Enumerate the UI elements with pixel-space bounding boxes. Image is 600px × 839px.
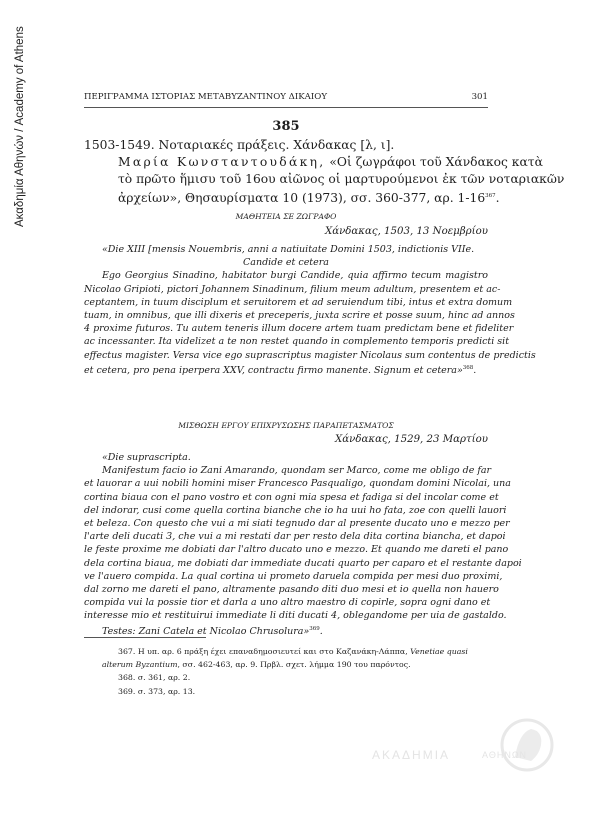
footnote-367-cont: alterum Byzantium, σσ. 462-463, αρ. 9. Πρβλ. σχετ. λήμμα 190 του παρόντος. [102, 660, 411, 670]
section-1-text [84, 243, 536, 377]
entry-number: 385 [272, 119, 300, 134]
section-1-date: Χάνδακας, 1503, 13 Νοεμβρίου [324, 226, 488, 237]
text-line: cortina biaua con el pano vostro et con ogni mia spesa et fadiga si del incolar come et [84, 491, 499, 503]
entry-line-2: Μαρία Κωνσταντουδάκη, «Οἱ ζωγράφοι τοῦ Χάνδακος κατὰ [118, 155, 543, 169]
text-line: Testes: Zani Catela et Nicolao Chrusolura»$^{369}$. [102, 625, 323, 637]
entry-line-1: 1503-1549. Νοταριακές πράξεις. Χάνδακας [λ, ι]. [84, 138, 395, 152]
footnote-369: 369. σ. 373, αρ. 13. [118, 686, 196, 696]
watermark-text-2: ΑΘΗΝΩΝ [482, 750, 528, 760]
text-line: «Die suprascripta. [102, 452, 191, 463]
text-line: et beleza. Con questo che vui a mi siati tegnudo dar al presente ducato uno e mezzo per [84, 518, 510, 530]
text-line: ac incessanter. Ita videlizet a te non restet quando in complemento temporis predicti sit [84, 336, 510, 348]
section-2-heading: ΜΙΣΘΩΣΗ ΕΡΓΟΥ ΕΠΙΧΡΥΣΩΣΗΣ ΠΑΡΑΠΕΤΑΣΜΑΤΟΣ [178, 421, 394, 430]
entry-line-3: τὸ πρῶτο ἥμισυ τοῦ 16ου αἰῶνος οἱ μαρτυρούμενοι ἐκ τῶν νοταριακῶν [118, 172, 565, 186]
entry-line-4: ἀρχείων», Θησαυρίσματα 10 (1973), σσ. 360-377, αρ. $1-16^{367}$. [118, 191, 500, 206]
footnote-367: 367. Η υπ. αρ. 6 πράξη έχει επαναδημοσιευτεί και στο Καζανάκη-Λάππα, Venetiae quasi [118, 647, 468, 656]
text-line: et lauorar a uui nobili homini miser Francesco Pasqualigo, quondam domini Nicolai, una [84, 478, 511, 490]
text-line: dal zorno me dareti el pano, altramente pasando diti duo mesi et io quella non hauero [84, 584, 499, 596]
section-1-heading: ΜΑΘΗΤΕΙΑ ΣΕ ΖΩΓΡΑΦΟ [235, 212, 337, 221]
text-line: del indorar, cusi come quella cortina bianche che io ha uui ho fata, zoe con quelli lauori [84, 504, 507, 516]
footnote-368: 368. σ. 361, αρ. 2. [118, 673, 191, 683]
text-line: Manifestum facio io Zani Amarando, quondam ser Marco, come me obligo de far [102, 465, 492, 477]
text-line: interesse mio et restituirui immediate li diti ducati 4, oblegandome per uia de gastaldo. [84, 610, 507, 622]
header-rule [84, 107, 488, 108]
section-2-text [84, 451, 522, 638]
text-line: effectus magister. Versa vice ego suprascriptus magister Nicolaus sum contentus de predictis [84, 349, 536, 361]
text-line: Candide et cetera [243, 257, 329, 269]
running-header-title: ΠΕΡΙΓΡΑΜΜΑ ΙΣΤΟΡΙΑΣ ΜΕΤΑΒΥΖΑΝΤΙΝΟΥ ΔΙΚΑΙΟΥ [84, 92, 328, 102]
text-line: «Die XIII [mensis Nouembris, anni a natiuitate Domini 1503, indictionis VIIe. [102, 244, 475, 255]
text-line: compida vui la possie tior et darla a uno altro maestro di copirle, sopra ogni dano et [84, 597, 491, 609]
athena-head-icon [497, 715, 557, 775]
page-number: 301 [471, 92, 488, 102]
text-line: le feste proxime me dobiati dar l'altro ducato uno e mezzo. Et quando me dareti el pano [84, 544, 509, 556]
section-2-date: Χάνδακας, 1529, 23 Μαρτίου [335, 434, 488, 445]
text-line: ve l'auero compida. La qual cortina ui prometo daruela compida per mesi duo proximi, [84, 570, 503, 582]
archive-side-label: Ακαδημία Αθηνών / Academy of Athens [14, 26, 26, 227]
text-line: et cetera, pro pena iperpera XXV, contractu firmo manente. Signum et cetera»$^{368}$. [84, 364, 477, 376]
footnote-rule [84, 637, 206, 638]
text-line: Ego Georgius Sinadino, habitator burgi Candide, quia affirmo tecum magistro [102, 270, 488, 282]
text-line: tuam, in omnibus, que illi dixeris et preceperis, juxta scrire et posse suum, hinc ad annos [84, 310, 515, 322]
entry-author: Μαρία Κωνσταντουδάκη, [118, 155, 326, 169]
running-header [84, 92, 488, 102]
text-line: ceptantem, in tuum disciplum et seruitorem et ad seruiendum tibi, intus et extra domum [84, 296, 513, 308]
entry-reference [84, 137, 565, 207]
academy-watermark [372, 727, 572, 787]
text-line: Nicolao Gripioti, pictori Johannem Sinadinum, filium meum adultum, presentem et ac- [84, 283, 501, 295]
text-line: dela cortina biaua, me dobiati dar immediate ducati quarto per caparo et el restante dapoi [84, 557, 522, 569]
footnotes [84, 645, 488, 698]
text-line: 4 proxime futuros. Tu autem teneris illum docere artem tuam predictam bene et fideliter [84, 323, 514, 335]
text-line: l'arte deli ducati 3, che vui a mi restati dar per resto dela dita cortina biancha, et dapoi [84, 531, 506, 543]
watermark-text-1: ΑΚΑΔΗΜΙΑ [372, 748, 451, 762]
